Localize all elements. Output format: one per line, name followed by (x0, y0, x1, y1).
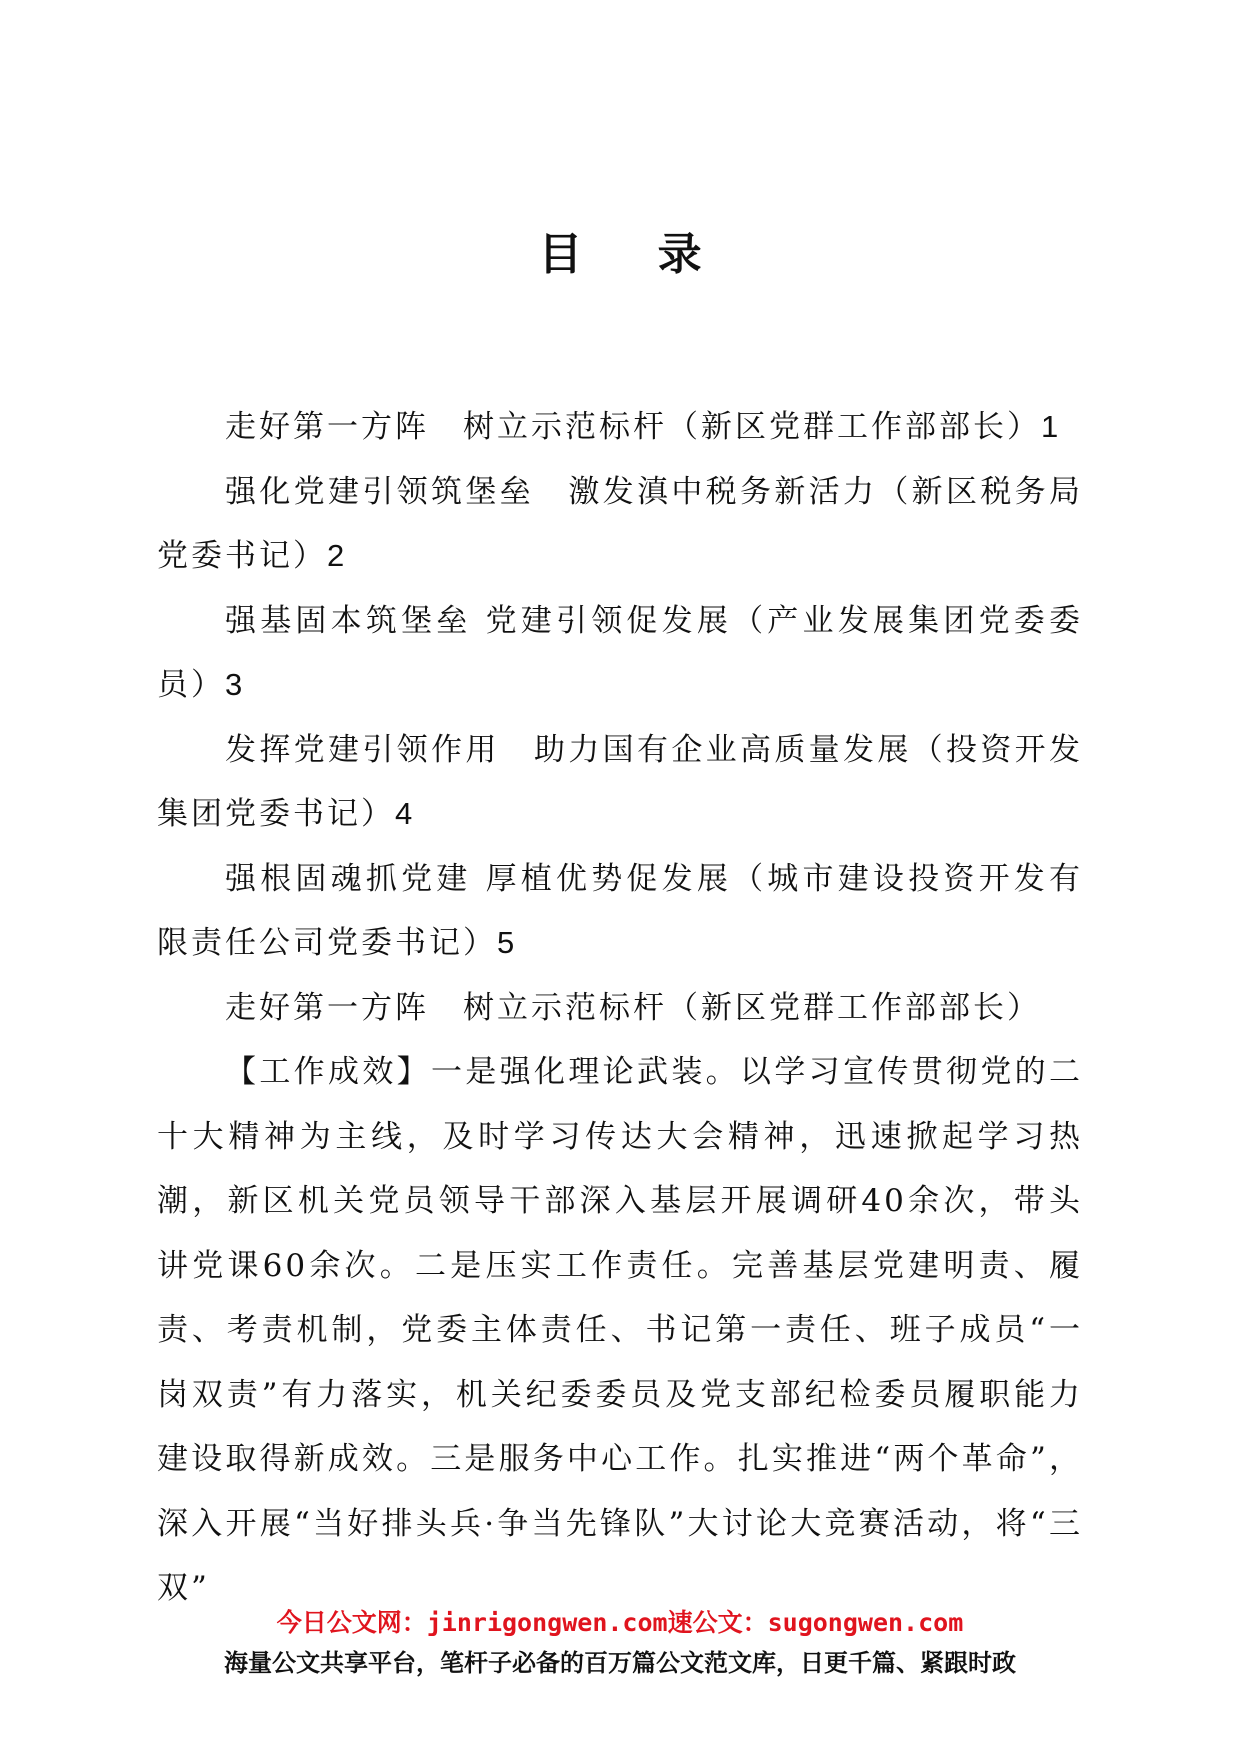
toc-entry-1[interactable] (157, 395, 1083, 460)
footer-site-links (0, 1603, 1240, 1639)
toc-entry-4[interactable] (157, 718, 1083, 847)
site1-label: 今日公文网： (276, 1608, 427, 1637)
footer-tagline: 海量公文共享平台，笔杆子必备的百万篇公文范文库，日更千篇、紧跟时政 (224, 1649, 1016, 1677)
toc-entry-5[interactable] (157, 847, 1083, 976)
toc-entry-text: 强化党建引领筑堡垒 激发滇中税务新活力（新区税务局党委书记） (157, 473, 1083, 574)
site2-link[interactable]: sugongwen.com (767, 1608, 964, 1637)
section-heading: 走好第一方阵 树立示范标杆（新区党群工作部部长） (225, 989, 1041, 1026)
toc-entry-text: 发挥党建引领作用 助力国有企业高质量发展（投资开发集团党委书记） (157, 731, 1083, 832)
document-body (157, 395, 1083, 1621)
toc-entry-page: 2 (327, 538, 348, 573)
toc-entry-3[interactable] (157, 589, 1083, 718)
site2-label: 速公文： (667, 1608, 768, 1637)
toc-entry-page: 1 (1041, 409, 1062, 444)
site1-link[interactable]: jinrigongwen.com (426, 1608, 668, 1637)
toc-entry-text: 强根固魂抓党建 厚植优势促发展（城市建设投资开发有限责任公司党委书记） (157, 860, 1083, 961)
toc-entry-page: 3 (225, 667, 246, 702)
page-title: 目 录 (538, 229, 732, 280)
toc-entry-text: 走好第一方阵 树立示范标杆（新区党群工作部部长） (225, 409, 1041, 445)
toc-entry-page: 5 (497, 925, 518, 960)
body-paragraph: 【工作成效】一是强化理论武装。以学习宣传贯彻党的二十大精神为主线，及时学习传达大会精神，迅速掀起学习热潮，新区机关党员领导干部深入基层开展调研40余次，带头讲党课60余次。二是压实工作责任。完善基层党建明责、履责、考责机制，党委主体责任、书记第一责任、班子成员“一岗双责”有力落实，机关纪委委员及党支部纪检委员履职能力建设取得新成效。三是服务中心工作。扎实推进“两个革命”，深入开展“当好排头兵·争当先锋队”大讨论大竞赛活动，将“三双” (157, 1054, 1083, 1606)
toc-entry-page: 4 (395, 796, 416, 831)
toc-entry-2[interactable] (157, 460, 1083, 589)
toc-entry-text: 强基固本筑堡垒 党建引领促发展（产业发展集团党委委员） (157, 602, 1083, 703)
